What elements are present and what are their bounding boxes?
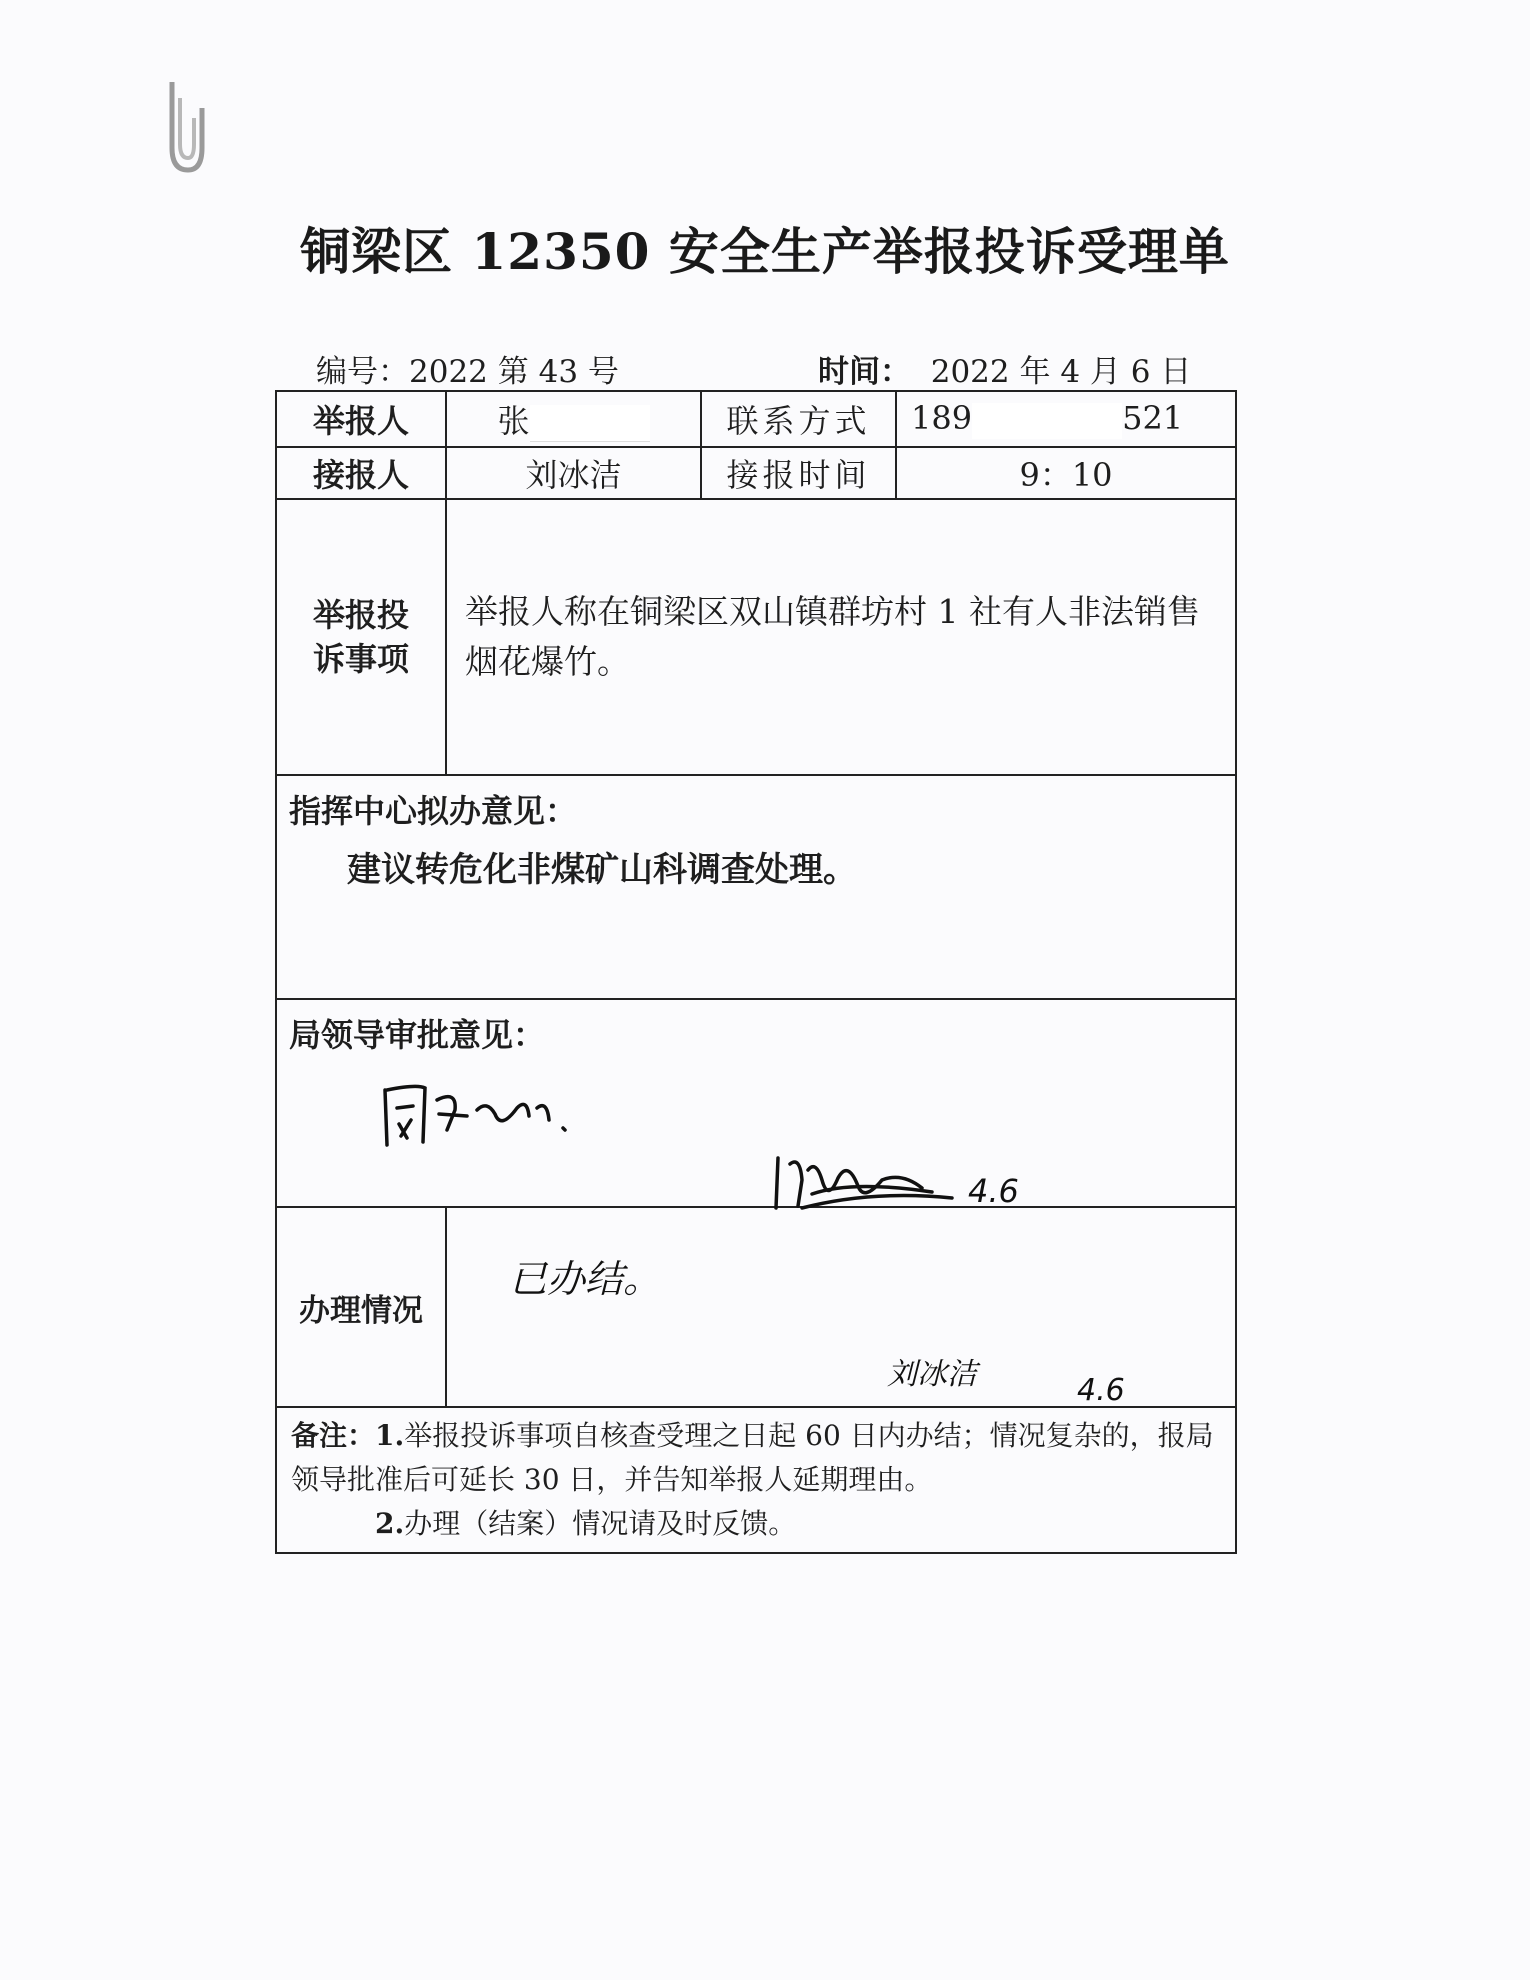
time-label: 时间： (818, 354, 911, 390)
leader-opinion-cell (276, 999, 1236, 1210)
notes-row (276, 1407, 1236, 1553)
handwritten-approval-signature (377, 1070, 577, 1160)
reporter-row (276, 391, 1236, 447)
number-value: 2022 第 43 号 (409, 354, 619, 390)
contact-prefix: 189 (911, 399, 973, 438)
handling-row (276, 1207, 1236, 1407)
receiver-value: 刘冰洁 (446, 447, 701, 499)
center-opinion-row (276, 775, 1236, 999)
time-value: 2022 年 4 月 6 日 (930, 354, 1192, 390)
document-time (818, 346, 1191, 391)
complaint-text: 举报人称在铜梁区双山镇群坊村 1 社有人非法销售烟花爆竹。 (446, 499, 1236, 775)
notes-label: 备注： (291, 1419, 376, 1452)
leader-opinion-row (276, 999, 1236, 1207)
document-number (316, 346, 619, 391)
contact-label: 联系方式 (701, 391, 896, 447)
note-2-text: 办理（结案）情况请及时反馈。 (404, 1507, 797, 1540)
receiver-row (276, 447, 1236, 499)
center-opinion-cell (276, 775, 1236, 999)
complaint-form-table (275, 390, 1237, 1554)
handling-status-text: 已办结。 (509, 1257, 662, 1301)
reporter-value (446, 391, 701, 447)
complaint-label (276, 499, 446, 775)
note-1-number: 1. (375, 1419, 405, 1452)
note-1-text: 举报投诉事项自核查受理之日起 60 日内办结；情况复杂的，报局领导批准后可延长 30 日，并告知举报人延期理由。 (291, 1419, 1214, 1496)
contact-value (896, 391, 1236, 447)
receiver-label: 接报人 (276, 447, 446, 499)
complaint-label-line1: 举报投 (312, 596, 409, 634)
receive-time-value: 9：10 (896, 447, 1236, 499)
contact-suffix: 521 (1122, 399, 1184, 438)
complaint-row (276, 499, 1236, 775)
receive-time-label: 接报时间 (701, 447, 896, 499)
notes-cell (276, 1407, 1236, 1553)
redaction-block (972, 403, 1122, 439)
handling-cell (446, 1207, 1236, 1407)
document-title: 铜梁区 12350 安全生产举报投诉受理单 (300, 222, 1230, 281)
reporter-name: 张 (497, 402, 530, 440)
center-opinion-label: 指挥中心拟办意见： (289, 792, 578, 830)
number-label: 编号： (316, 354, 409, 390)
leader-signature-date: 4.6 (968, 1172, 1019, 1210)
handler-signature-name: 刘冰洁 (887, 1357, 977, 1392)
reporter-label: 举报人 (276, 391, 446, 447)
handler-signature (887, 1348, 1187, 1408)
center-opinion-text: 建议转危化非煤矿山科调查处理。 (347, 850, 857, 890)
complaint-label-line2: 诉事项 (312, 640, 409, 678)
handwritten-handling-status (509, 1248, 679, 1308)
redaction-block (530, 405, 650, 442)
paperclip-icon (150, 78, 210, 178)
note-2-number: 2. (375, 1507, 405, 1540)
leader-opinion-label: 局领导审批意见： (289, 1016, 546, 1054)
handler-date: 4.6 (1077, 1373, 1125, 1408)
handling-label: 办理情况 (276, 1207, 446, 1407)
